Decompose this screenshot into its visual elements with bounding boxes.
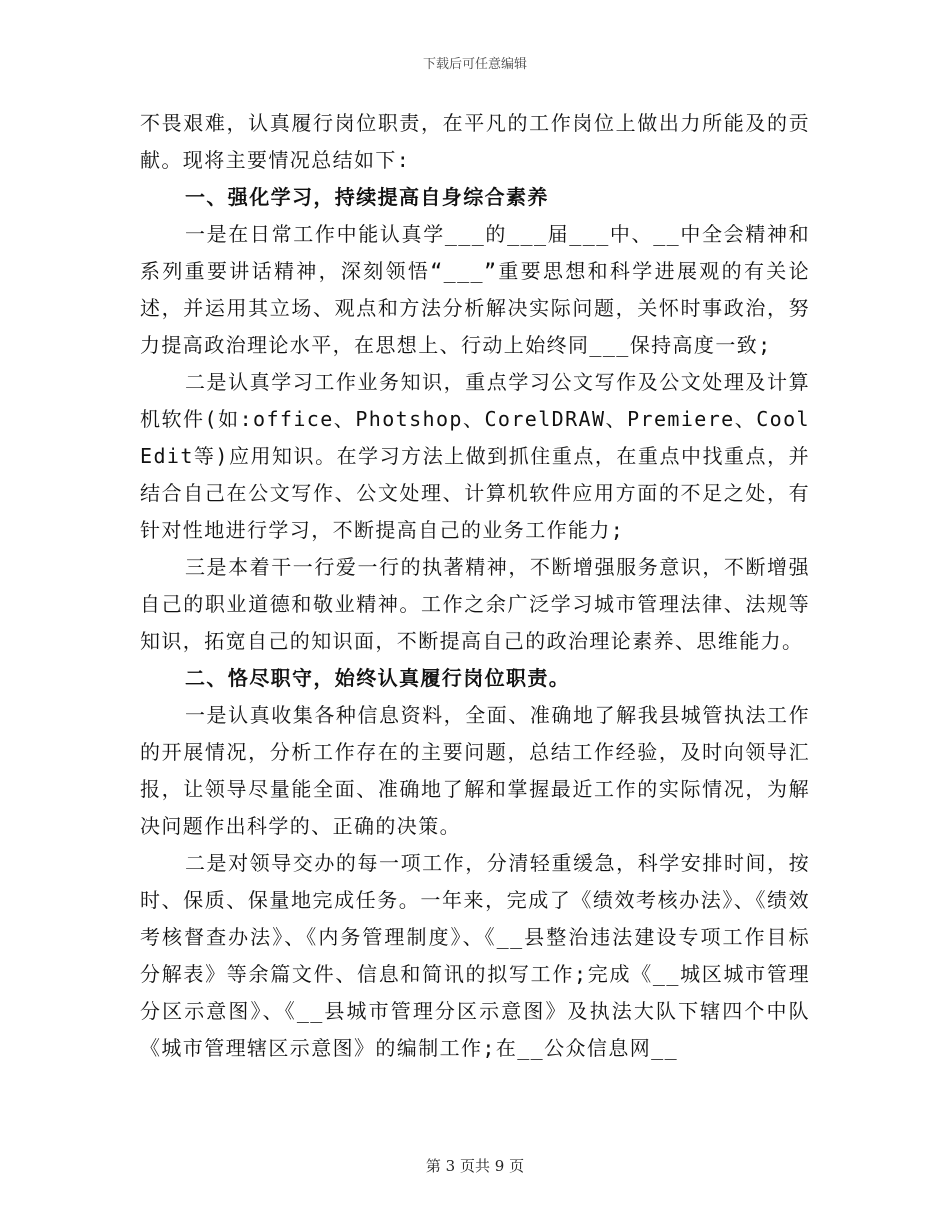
section-heading-2: 二、恪尽职守，始终认真履行岗位职责。 bbox=[185, 666, 571, 690]
page-number: 第 3 页共 9 页 bbox=[425, 1157, 525, 1175]
paragraph-continuation: 不畏艰难，认真履行岗位职责，在平凡的工作岗位上做出力所能及的贡献。现将主要情况总结如下: bbox=[140, 111, 810, 172]
paragraph-duty-1: 一是认真收集各种信息资料，全面、准确地了解我县城管执法工作的开展情况，分析工作存在的主要问题，总结工作经验，及时向领导汇报，让领导尽量能全面、准确地了解和掌握最近工作的实际情况，为解决问题作出科学的、正确的决策。 bbox=[140, 703, 810, 838]
paragraph-study-3: 三是本着干一行爱一行的执著精神，不断增强服务意识，不断增强自己的职业道德和敬业精神。工作之余广泛学习城市管理法律、法规等知识，拓宽自己的知识面，不断提高自己的政治理论素养、思维能力。 bbox=[140, 555, 810, 653]
paragraph-study-1: 一是在日常工作中能认真学___的___届___中、__中全会精神和系列重要讲话精神，深刻领悟“___”重要思想和科学进展观的有关论述，并运用其立场、观点和方法分析解决实际问题，关怀时事政治，努力提高政治理论水平，在思想上、行动上始终同___保持高度一致; bbox=[140, 222, 810, 357]
section-heading-1: 一、强化学习，持续提高自身综合素养 bbox=[185, 185, 549, 209]
paragraph-study-2: 二是认真学习工作业务知识，重点学习公文写作及公文处理及计算机软件(如:office、Photshop、CorelDRAW、Premiere、CoolEdit等)应用知识。在学习方法上做到抓住重点，在重点中找重点，并结合自己在公文写作、公文处理、计算机软件应用方面的不足之处，有针对性地进行学习，不断提高自己的业务工作能力; bbox=[140, 370, 810, 542]
document-body bbox=[140, 105, 810, 1067]
page-header: 下载后可任意编辑 bbox=[422, 57, 527, 72]
paragraph-duty-2: 二是对领导交办的每一项工作，分清轻重缓急，科学安排时间，按时、保质、保量地完成任务。一年来，完成了《绩效考核办法》、《绩效考核督查办法》、《内务管理制度》、《__县整治违法建设专项工作目标分解表》等余篇文件、信息和简讯的拟写工作;完成《__城区城市管理分区示意图》、《__县城市管理分区示意图》及执法大队下辖四个中队《城市管理辖区示意图》的编制工作;在__公众信息网__ bbox=[140, 851, 810, 1060]
